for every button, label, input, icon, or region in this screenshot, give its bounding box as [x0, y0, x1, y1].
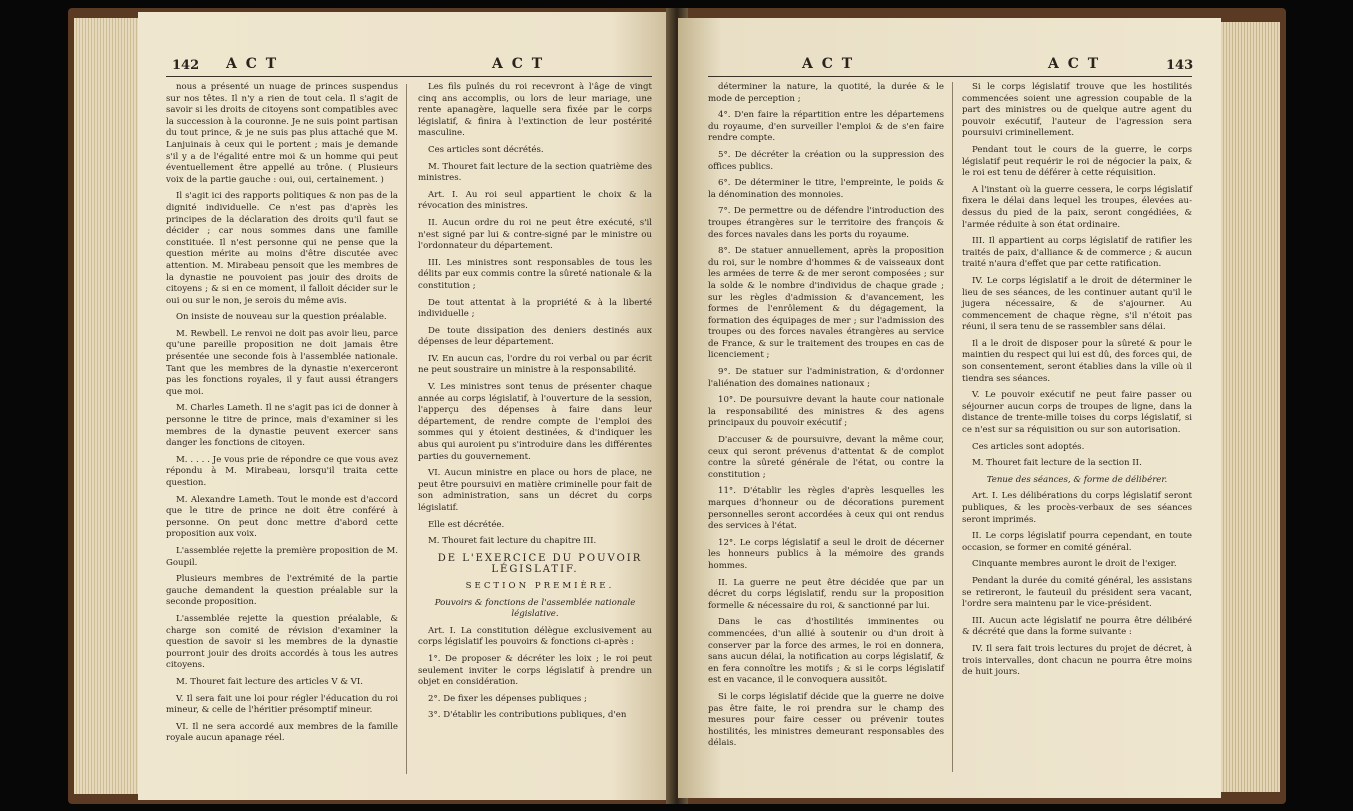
paragraph: M. Alexandre Lameth. Tout le monde est d'accord que le titre de prince ne doit être conféré à personne. On peut donc mettre d'abord cette proposition aux voix.	[166, 494, 398, 540]
paragraph: 4°. D'en faire la répartition entre les départemens du royaume, d'en surveiller l'emploi & de s'en faire rendre compte.	[708, 110, 944, 144]
paragraph: Pendant la durée du comité général, les assistans se retireront, le fauteuil du président sera vacant, l'ordre sera maintenu par le vice-président.	[962, 575, 1192, 610]
paragraph: Art. I. Au roi seul appartient le choix & la révocation des ministres.	[418, 189, 652, 212]
paragraph: 8°. De statuer annuellement, après la proposition du roi, sur le nombre d'hommes & de vaisseaux dont les armées de terre & de mer seront composées ; sur la solde & le nombre d'individus de chaque grade ; sur les règles d'admission & d'avancement, les formes de l'enrôlement & du dégagement, la formation des équipages de mer ; sur l'admission des troupes ou des forces navales étrangères au service de France, & sur le traitement des troupes en cas de licenciement ;	[708, 246, 944, 361]
paragraph: 12°. Le corps législatif a seul le droit de décerner les honneurs publics à la mémoire des grands hommes.	[708, 537, 944, 571]
paragraph: V. Il sera fait une loi pour régler l'éducation du roi mineur, & celle de l'héritier présomptif mineur.	[166, 693, 398, 716]
paragraph: On insiste de nouveau sur la question préalable.	[176, 312, 387, 323]
left-column-1	[166, 82, 398, 750]
paragraph: 3°. D'établir les contributions publiques, d'en	[428, 710, 627, 721]
paragraph: Si le corps législatif décide que la guerre ne doive pas être faite, le roi prendra sur le champ des mesures pour faire cesser ou prévenir toutes hostilités, les ministres demeurant responsables des délais.	[708, 691, 944, 749]
paragraph: 10°. De poursuivre devant la haute cour nationale la responsabilité des ministres & des agens principaux du pouvoir exécutif ;	[708, 395, 944, 429]
paragraph: Elle est décrétée.	[428, 519, 505, 530]
header-rule	[166, 76, 652, 77]
paragraph: V. Le pouvoir exécutif ne peut faire passer ou séjourner aucun corps de troupes de ligne, dans la distance de trente-mille toises du corps législatif, si ce n'est sur sa réquisition ou sur son autorisation.	[962, 390, 1192, 436]
paragraph: II. Aucun ordre du roi ne peut être exécuté, s'il n'est signé par lui & contre-signé par le ministre ou l'ordonnateur du département.	[418, 217, 652, 252]
section-title: SECTION PREMIÈRE.	[465, 580, 615, 591]
page-number: 142	[172, 58, 200, 73]
paragraph: Cinquante membres auront le droit de l'exiger.	[972, 559, 1177, 570]
column-divider	[406, 84, 407, 774]
paragraph: IV. Le corps législatif a le droit de déterminer le lieu de ses séances, de les continuer autant qu'il le jugera nécessaire, & de s'ajourner. Au commencement de chaque règne, s'il n'étoit pas réuni, il sera tenu de se rassembler sans délai.	[962, 275, 1192, 333]
paragraph: Pendant tout le cours de la guerre, le corps législatif peut requérir le roi de négocier la paix, & le roi est tenu de déférer à cette réquisition.	[962, 144, 1192, 179]
paragraph: III. Il appartient au corps législatif de ratifier les traités de paix, d'alliance & de commerce ; & aucun traité n'aura d'effet que par cette ratification.	[962, 236, 1192, 270]
right-column-1	[708, 82, 944, 755]
open-book	[68, 8, 1286, 804]
paragraph: M. Thouret fait lecture de la section quatrième des ministres.	[418, 161, 652, 184]
paragraph: IV. Il sera fait trois lectures du projet de décret, à trois intervalles, dont chacun ne pourra être moins de huit jours.	[962, 643, 1192, 678]
paragraph: déterminer la nature, la quotité, la durée & le mode de perception ;	[708, 82, 944, 104]
paragraph: V. Les ministres sont tenus de présenter chaque année au corps législatif, à l'ouverture de la session, l'apperçu des dépenses à faire dans leur département, de rendre compte de l'emploi des sommes qui y étoient destinées, & d'indiquer les abus qui auroient pu s'introduire dans les différentes parties du gouvernement.	[418, 382, 652, 462]
right-column-2	[962, 82, 1192, 684]
paragraph: 5°. De décréter la création ou la suppression des offices publics.	[708, 149, 944, 172]
paragraph: Les fils puînés du roi recevront à l'âge de vingt cinq ans accomplis, ou lors de leur mariage, une rente apanagère, laquelle sera fixée par le corps législatif, & finira à l'extinction de leur postérité masculine.	[418, 82, 652, 139]
paragraph: VI. Il ne sera accordé aux membres de la famille royale aucun apanage réel.	[166, 721, 398, 744]
section-subtitle: Pouvoirs & fonctions de l'assemblée nationale législative.	[434, 597, 636, 620]
running-head: A C T	[802, 56, 855, 72]
paragraph: De toute dissipation des deniers destinés aux dépenses de leur département.	[418, 325, 652, 348]
paragraph: IV. En aucun cas, l'ordre du roi verbal ou par écrit ne peut soustraire un ministre à la responsabilité.	[418, 353, 652, 376]
paragraph: Ces articles sont adoptés.	[972, 441, 1085, 452]
paragraph: 9°. De statuer sur l'administration, & d'ordonner l'aliénation des domaines nationaux ;	[708, 367, 944, 389]
paragraph: Plusieurs membres de l'extrémité de la partie gauche demandent la question préalable sur la seconde proposition.	[166, 574, 398, 608]
page-edges-right	[1218, 22, 1280, 792]
paragraph: M. Thouret fait lecture de la section II.	[972, 458, 1142, 469]
paragraph: M. Thouret fait lecture des articles V & VI.	[176, 676, 364, 687]
section-2-title: Tenue des séances, & forme de délibérer.	[986, 474, 1168, 485]
header-rule	[708, 76, 1192, 77]
page-number: 143	[1166, 58, 1194, 73]
paragraph: II. La guerre ne peut être décidée que par un décret du corps législatif, rendu sur la proposition formelle & nécessaire du roi, & sanctionné par lui.	[708, 577, 944, 611]
left-page	[138, 12, 676, 800]
column-divider	[952, 82, 953, 772]
right-page	[678, 18, 1221, 798]
paragraph: 2°. De fixer les dépenses publiques ;	[428, 693, 587, 704]
paragraph: Art. I. La constitution délègue exclusivement au corps législatif les pouvoirs & fonctions ci-après :	[418, 625, 652, 648]
paragraph: L'assemblée rejette la première proposition de M. Goupil.	[166, 545, 398, 568]
paragraph: De tout attentat à la propriété & à la liberté individuelle ;	[418, 297, 652, 320]
paragraph: Ces articles sont décrétés.	[428, 144, 544, 155]
paragraph: Il a le droit de disposer pour la sûreté & pour le maintien du respect qui lui est dû, des forces qui, de son consentement, seront établies dans la ville où il tiendra ses séances.	[962, 338, 1192, 384]
left-column-2	[418, 82, 652, 727]
paragraph: III. Les ministres sont responsables de tous les délits par eux commis contre la sûreté nationale & la constitution ;	[418, 257, 652, 291]
paragraph: VI. Aucun ministre en place ou hors de place, ne peut être poursuivi en matière criminelle pour fait de son administration, sans un décret du corps législatif.	[418, 468, 652, 513]
paragraph: 7°. De permettre ou de défendre l'introduction des troupes étrangères sur le territoire des françois & des forces navales dans les ports du royaume.	[708, 206, 944, 240]
paragraph: D'accuser & de poursuivre, devant la même cour, ceux qui seront prévenus d'attentat & de complot contre la sûreté générale de l'état, ou contre la constitution ;	[708, 435, 944, 480]
running-head: A C T	[226, 56, 279, 72]
page-edges-left	[74, 18, 144, 794]
paragraph: M. Thouret fait lecture du chapitre III.	[428, 536, 597, 547]
paragraph: Si le corps législatif trouve que les hostilités commencées soient une agression coupable de la part des ministres ou de quelque autre agent du pouvoir exécutif, l'auteur de l'agression sera poursuivi criminellement.	[962, 82, 1192, 139]
paragraph: III. Aucun acte législatif ne pourra être délibéré & décrété que dans la forme suivante :	[962, 615, 1192, 638]
paragraph: Il s'agit ici des rapports politiques & non pas de la dignité individuelle. Ce n'est pas d'après les principes de la déclaration des droits qu'il faut se décider ; car nous sommes dans une famille constituée. Il n'est personne qui ne pense que la question mérite au moins d'être discutée avec attention. M. Mirabeau pensoit que les membres de la dynastie ne pouvoient pas jouir des droits de citoyens ; & si en ce moment, il falloit décider sur le oui ou sur le non, je serois du même avis.	[166, 191, 398, 306]
running-head-right: A C T	[1048, 56, 1101, 72]
paragraph: M. . . . . Je vous prie de répondre ce que vous avez répondu à M. Mirabeau, lorsqu'il traita cette question.	[166, 454, 398, 488]
paragraph: nous a présenté un nuage de princes suspendus sur nos têtes. Il n'y a rien de tout cela. Il s'agit de savoir si les droits de citoyens sont compatibles avec la succession à la couronne. Je ne suis point partisan du tout prince, & je ne suis pas plus attaché que M. Lanjuinais à ceux qui le portent ; mais je demande s'il y a de l'égalité entre moi & un homme qui peut éventuellement être appellé au trône. ( Plusieurs voix de la partie gauche : oui, oui, certainement. )	[166, 82, 398, 185]
paragraph: Art. I. Les délibérations du corps législatif seront publiques, & les procès-verbaux de ses séances seront imprimés.	[962, 491, 1192, 525]
paragraph: II. Le corps législatif pourra cependant, en toute occasion, se former en comité général.	[962, 531, 1192, 553]
paragraph: 6°. De déterminer le titre, l'empreinte, le poids & la dénomination des monnoies.	[708, 178, 944, 200]
paragraph: Dans le cas d'hostilités imminentes ou commencées, d'un allié à soutenir ou d'un droit à conserver par la force des armes, le roi en donnera, sans aucun délai, la notification au corps législatif, & en fera connoître les motifs ; & si le corps législatif est en vacance, il le convoquera aussitôt.	[708, 617, 944, 686]
paragraph: M. Rewbell. Le renvoi ne doit pas avoir lieu, parce qu'une pareille proposition ne doit jamais être présentée une seconde fois à l'assemblée nationale. Tant que les membres de la dynastie n'exerceront pas les fonctions royales, il y faut aussi étrangers que moi.	[166, 328, 398, 397]
paragraph: A l'instant où la guerre cessera, le corps législatif fixera le délai dans lequel les troupes, élevées au-dessus du pied de la paix, seront congédiées, & l'armée réduite à son état ordinaire.	[962, 184, 1192, 230]
paragraph: M. Charles Lameth. Il ne s'agit pas ici de donner à personne le titre de prince, mais d'examiner si les membres de la dynastie peuvent exercer sans danger les fonctions de citoyen.	[166, 403, 398, 449]
chapter-title: DE L'EXERCICE DU POUVOIR LÉGISLATIF.	[437, 552, 643, 576]
paragraph: L'assemblée rejette la question préalable, & charge son comité de révision d'examiner la question de savoir si les membres de la dynastie pourront jouir des droits accordés à tous les autres citoyens.	[166, 613, 398, 671]
paragraph: 11°. D'établir les règles d'après lesquelles les marques d'honneur ou de décorations purement personnelles seront accordées à ceux qui ont rendus des services à l'état.	[708, 486, 944, 532]
running-head-center: A C T	[492, 56, 545, 72]
paragraph: 1°. De proposer & décréter les loix ; le roi peut seulement inviter le corps législatif à prendre un objet en considération.	[418, 653, 652, 688]
